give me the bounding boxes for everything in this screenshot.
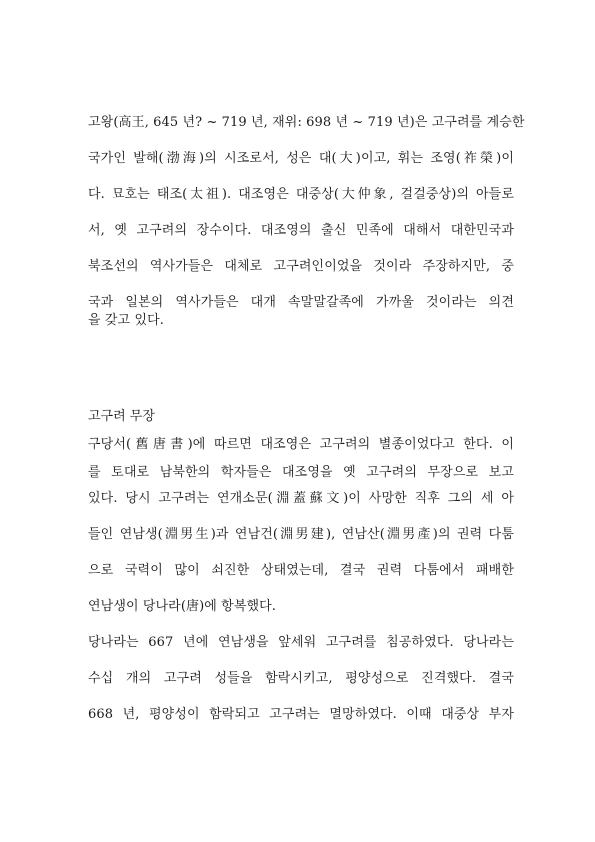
text-line: 북조선의 역사가들은 대체로 고구려인이었을 것이라 주장하지만, 중 [88,259,514,274]
text-line: 국과 일본의 역사가들은 대개 속말말갈족에 가까울 것이라는 의견 [88,295,514,310]
text-line: 으로 국력이 많이 쇠진한 상태였는데, 결국 권력 다툼에서 패배한 [88,563,514,578]
text-line: 구당서(舊唐書)에 따르면 대조영은 고구려의 별종이었다고 한다. 이 [88,437,514,452]
text-line: 수십 개의 고구려 성들을 함락시키고, 평양성으로 진격했다. 결국 [88,671,514,686]
text-line: 다. 묘호는 태조(太祖). 대조영은 대중상(大仲象, 걸걸중상)의 아들로 [88,187,514,202]
text-line: 연남생이 당나라(唐)에 항복했다. [88,599,277,614]
text-line: 668 년, 평양성이 함락되고 고구려는 멸망하였다. 이때 대중상 부자 [88,707,514,722]
text-line: 당나라는 667 년에 연남생을 앞세워 고구려를 침공하였다. 당나라는 [88,635,514,650]
text-line: 을 갖고 있다. [88,313,164,328]
text-line: 있다. 당시 고구려는 연개소문(淵蓋蘇文)이 사망한 직후 그의 세 아 [88,491,514,506]
text-line: 서, 옛 고구려의 장수이다. 대조영의 출신 민족에 대해서 대한민국과 [88,223,514,238]
text-line: 국가인 발해(渤海)의 시조로서, 성은 대(大)이고, 휘는 조영(祚榮)이 [88,151,514,166]
text-line: 를 토대로 남북한의 학자들은 대조영을 옛 고구려의 무장으로 보고 [88,465,514,480]
text-line: 고왕(高王, 645 년? ~ 719 년, 재위: 698 년 ~ 719 년)은 고구려를 계승한 [88,115,525,130]
text-line: 들인 연남생(淵男生)과 연남건(淵男建), 연남산(淵男產)의 권력 다툼 [88,527,514,542]
section-heading: 고구려 무장 [88,409,155,424]
